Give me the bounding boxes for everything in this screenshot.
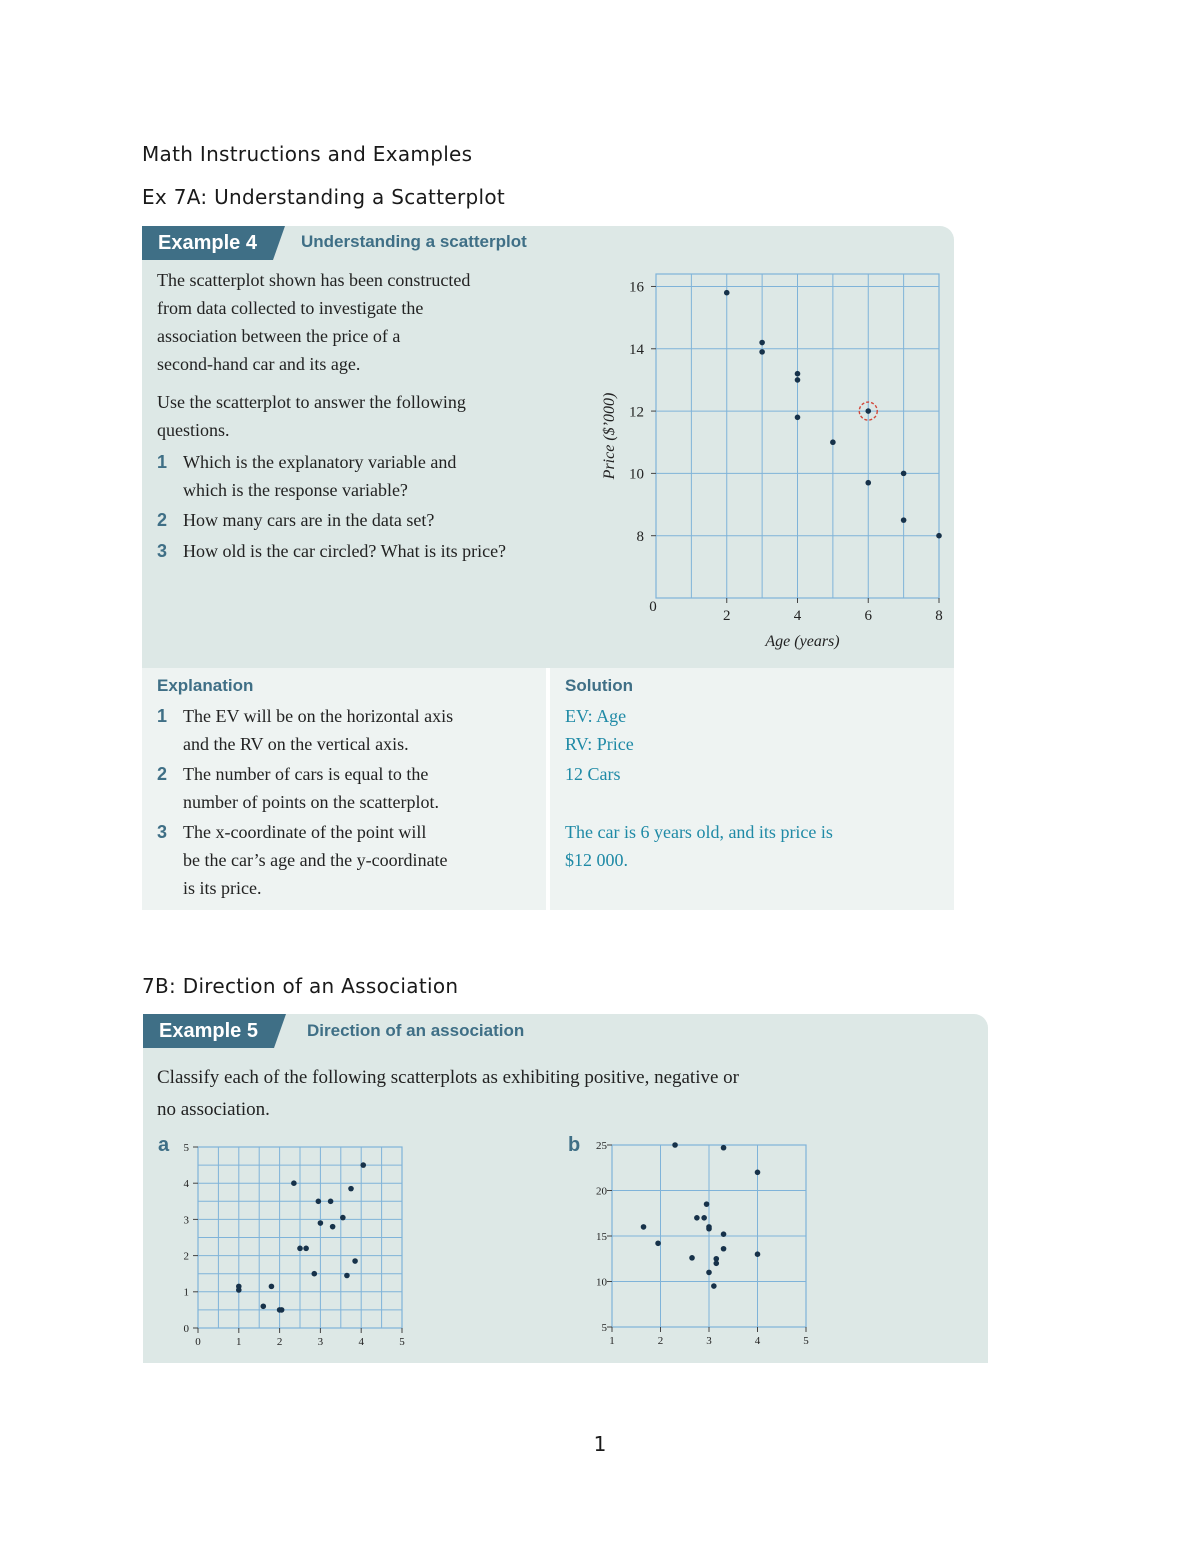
explanation-text: and the RV on the vertical axis. — [183, 734, 409, 754]
data-point — [701, 1215, 707, 1221]
x-tick-label: 3 — [706, 1335, 712, 1347]
data-point — [352, 1258, 358, 1264]
data-point — [865, 408, 871, 414]
data-point — [318, 1220, 324, 1226]
y-tick-label: 20 — [596, 1185, 607, 1198]
y-tick-label: 2 — [183, 1250, 189, 1263]
question-3 — [157, 537, 597, 565]
solution-line: RV: Price — [565, 734, 634, 754]
data-point — [260, 1303, 266, 1309]
data-point — [795, 371, 801, 377]
data-point — [721, 1231, 727, 1237]
data-point — [759, 340, 765, 346]
chart-a-label: a — [158, 1134, 170, 1156]
data-point — [865, 480, 871, 486]
solution-line: The car is 6 years old, and its price is — [565, 822, 833, 842]
data-point — [328, 1199, 334, 1205]
explanation-3 — [157, 818, 547, 902]
x-tick-label: 5 — [399, 1336, 405, 1348]
question-text: which is the response variable? — [183, 480, 408, 500]
explanation-number: 1 — [157, 706, 168, 726]
data-point — [641, 1224, 647, 1230]
data-point — [311, 1271, 317, 1277]
question-text: Which is the explanatory variable and — [183, 452, 457, 472]
data-point — [901, 517, 907, 523]
x-tick-label: 4 — [793, 608, 802, 624]
data-point — [236, 1284, 242, 1290]
solution-line: EV: Age — [565, 706, 627, 726]
explanation-text: is its price. — [183, 878, 262, 898]
data-point — [755, 1251, 761, 1257]
y-tick-label: 10 — [596, 1276, 607, 1289]
data-point — [360, 1162, 366, 1168]
x-tick-label: 2 — [657, 1335, 664, 1347]
prompt-line: Classify each of the following scatterplots as exhibiting positive, negative or — [157, 1067, 740, 1088]
origin-label: 0 — [649, 599, 657, 615]
data-point — [704, 1201, 710, 1207]
data-point — [706, 1226, 712, 1232]
y-tick-label: 14 — [629, 342, 644, 359]
data-point — [316, 1199, 322, 1205]
intro-line: from data collected to investigate the — [157, 298, 424, 318]
solution-line: $12 000. — [565, 850, 628, 870]
data-point — [721, 1246, 727, 1252]
example4-tab: Example 4 — [142, 226, 273, 260]
data-point — [759, 349, 765, 355]
data-point — [348, 1186, 354, 1192]
y-tick-label: 10 — [629, 466, 644, 483]
example4-intro — [157, 266, 577, 378]
question-text: How many cars are in the data set? — [183, 510, 435, 530]
data-point — [694, 1215, 700, 1221]
data-point — [291, 1180, 297, 1186]
explanation-text: The x-coordinate of the point will — [183, 822, 427, 842]
explanation-2 — [157, 760, 547, 816]
example5-title: Direction of an association — [307, 1021, 525, 1040]
data-point — [297, 1246, 303, 1252]
example5-tab: Example 5 — [143, 1014, 274, 1048]
y-tick-label: 15 — [596, 1230, 607, 1243]
x-tick-label: 5 — [803, 1335, 809, 1347]
y-tick-label: 12 — [629, 404, 644, 421]
data-point — [340, 1215, 346, 1221]
explanation-text: The EV will be on the horizontal axis — [183, 706, 454, 726]
y-tick-label: 25 — [596, 1139, 607, 1152]
data-point — [672, 1142, 678, 1148]
x-tick-label: 2 — [276, 1336, 283, 1348]
data-point — [795, 377, 801, 383]
data-point — [269, 1284, 275, 1290]
y-tick-label: 0 — [183, 1322, 189, 1335]
solution-2: 12 Cars — [565, 764, 621, 784]
intro-line: The scatterplot shown has been constructed — [157, 270, 471, 290]
data-point — [711, 1283, 717, 1289]
data-point — [724, 290, 730, 296]
document-heading: Math Instructions and Examples — [142, 142, 473, 166]
question-number: 2 — [157, 510, 168, 530]
x-tick-label: 1 — [236, 1336, 242, 1348]
question-number: 3 — [157, 541, 168, 561]
instruction-line: questions. — [157, 420, 230, 440]
page-number: 1 — [593, 1432, 607, 1456]
data-point — [279, 1307, 285, 1313]
data-point — [655, 1240, 661, 1246]
scatterplot-b — [588, 1134, 818, 1352]
x-tick-label: 3 — [317, 1336, 324, 1348]
data-point — [706, 1270, 712, 1276]
solution-heading: Solution — [565, 676, 633, 695]
scatterplot-price-age — [590, 262, 950, 662]
data-point — [901, 471, 907, 477]
solution-1 — [565, 702, 634, 758]
explanation-text: The number of cars is equal to the — [183, 764, 429, 784]
explanation-1 — [157, 702, 547, 758]
explanation-number: 2 — [157, 764, 168, 784]
y-tick-label: 5 — [601, 1321, 607, 1334]
y-tick-label: 16 — [629, 279, 644, 296]
question-1 — [157, 448, 597, 504]
x-tick-label: 4 — [358, 1336, 364, 1348]
section-b-title: 7B: Direction of an Association — [142, 974, 459, 998]
question-2 — [157, 506, 597, 534]
data-point — [936, 533, 942, 539]
x-tick-label: 1 — [609, 1335, 615, 1347]
x-tick-label: 6 — [864, 608, 872, 624]
y-axis-label: Price ($’000) — [601, 392, 618, 480]
x-tick-label: 2 — [723, 608, 731, 624]
scatterplot-a — [176, 1138, 416, 1352]
question-text: How old is the car circled? What is its price? — [183, 541, 507, 561]
x-tick-label: 4 — [754, 1335, 761, 1347]
section-a-title: Ex 7A: Understanding a Scatterplot — [142, 185, 505, 209]
intro-line: association between the price of a — [157, 326, 401, 346]
example4-instruction — [157, 388, 577, 444]
x-axis-label: Age (years) — [765, 633, 840, 650]
example4-title: Understanding a scatterplot — [301, 232, 527, 251]
chart-b-label: b — [568, 1134, 581, 1156]
data-point — [713, 1261, 719, 1267]
data-point — [721, 1145, 727, 1151]
y-tick-label: 5 — [183, 1141, 189, 1154]
x-tick-label: 0 — [195, 1336, 201, 1348]
instruction-line: Use the scatterplot to answer the following — [157, 392, 466, 412]
data-point — [795, 415, 801, 421]
explanation-text: be the car’s age and the y-coordinate — [183, 850, 448, 870]
y-tick-label: 8 — [636, 528, 644, 545]
intro-line: second-hand car and its age. — [157, 354, 361, 374]
prompt-line: no association. — [157, 1099, 270, 1120]
data-point — [344, 1273, 350, 1279]
explanation-text: number of points on the scatterplot. — [183, 792, 439, 812]
data-point — [755, 1170, 761, 1176]
y-tick-label: 3 — [183, 1214, 189, 1227]
explanation-number: 3 — [157, 822, 168, 842]
y-tick-label: 4 — [183, 1178, 189, 1191]
data-point — [689, 1255, 695, 1261]
data-point — [330, 1224, 336, 1230]
data-point — [303, 1246, 309, 1252]
explanation-heading: Explanation — [157, 676, 254, 695]
solution-3 — [565, 818, 833, 874]
y-tick-label: 1 — [183, 1286, 189, 1299]
x-tick-label: 8 — [935, 608, 943, 624]
question-number: 1 — [157, 452, 168, 472]
data-point — [830, 439, 836, 445]
example5-prompt — [157, 1062, 739, 1126]
